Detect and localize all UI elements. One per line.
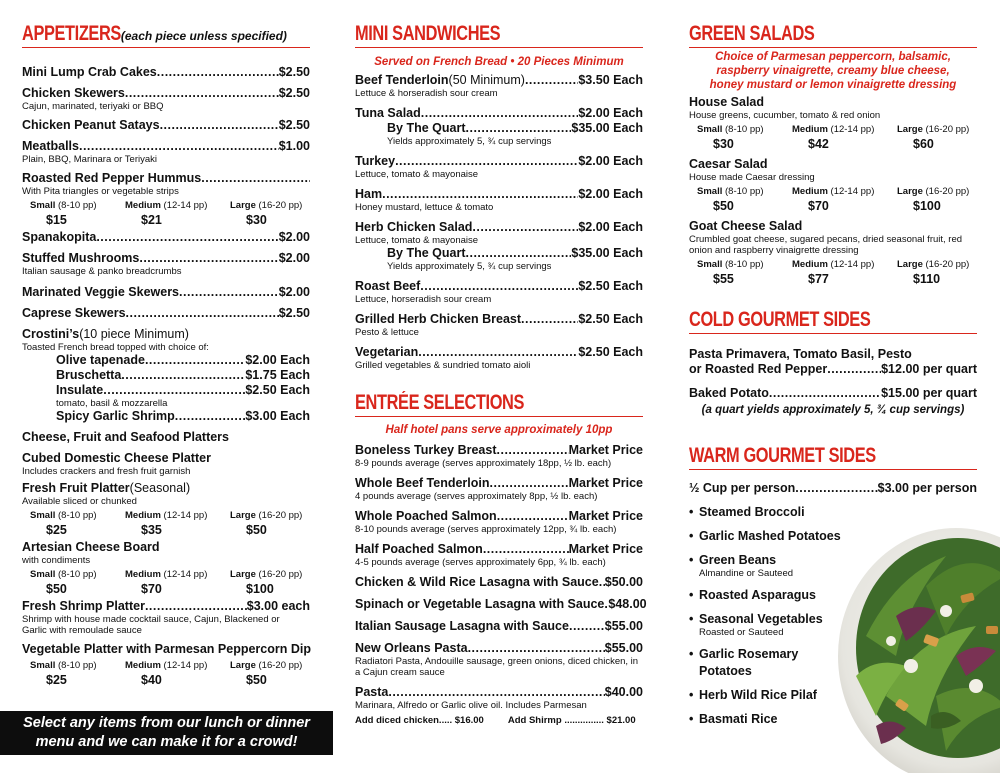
appetizers-header — [22, 22, 310, 48]
platters-heading: Cheese, Fruit and Seafood Platters — [22, 430, 229, 444]
menu-item: Fresh Shrimp Platter ..... $3.00 each — [22, 599, 310, 614]
salads-title: GREEN SALADS — [689, 22, 815, 45]
menu-item: Herb Chicken Salad ..... $2.00 Each — [355, 220, 643, 235]
appetizers-title: APPETIZERS — [22, 22, 121, 45]
menu-item: Goat Cheese Salad — [689, 219, 803, 234]
appetizer-list — [22, 65, 310, 687]
item-description: Toasted French bread topped with choice of: — [22, 342, 209, 353]
sandwich-list: Beef Tenderloin (50 Minimum) ..... $3.50 Each Lettuce & horseradish sour cream Tuna Salad ..... $2.00 Each By The Quart ..... $35.00 Each Yields approximately 5, ¾ cup servings Turkey ..... $2.00 Each Lettuce, tomato & mayonaise Ham ..... $2.00 Each Honey mustard, lettuce & tomato Herb Chicken Salad ..... $2.00 Each Lettuce, tomato & mayonaise By The Quart ..... $35.00 Each Yields approximately 5, ¾ cup servings Roast Beef ..... $2.50 Each Lettuce, horseradish sour cream Grilled Herb Chicken Breast ..... $2.50 Each Pesto & lettuce Vegetarian ..... $2.50 Each Grilled vegetables & sundried tomato aioli — [355, 73, 643, 371]
salads-header — [689, 22, 977, 48]
menu-item: Marinated Veggie Skewers ..... $2.00 — [22, 285, 310, 300]
size-pricing: Small (8-10 pp) Medium (12-14 pp) Large (16-20 pp) $25 $35 $50 — [30, 510, 303, 537]
menu-item: Spanakopita ..... $2.00 — [22, 230, 310, 245]
menu-item: Caesar Salad — [689, 157, 768, 172]
entree-note: Half hotel pans serve approximately 10pp — [385, 423, 613, 436]
menu-item: ½ Cup per person ..... $3.00 per person — [689, 481, 977, 496]
menu-item: House Salad — [689, 95, 765, 110]
menu-item: Caprese Skewers ..... $2.50 — [22, 306, 310, 321]
menu-item: Cubed Domestic Cheese Platter — [22, 451, 211, 465]
item-description: Available sliced or chunked — [22, 496, 137, 507]
item-description: With Pita triangles or vegetable strips — [22, 186, 179, 197]
item-description: with condiments — [22, 555, 91, 566]
menu-item: Vegetarian ..... $2.50 Each — [355, 345, 643, 360]
menu-item: Roast Beef ..... $2.50 Each — [355, 279, 643, 294]
side-item: • Seasonal Vegetables — [689, 612, 823, 627]
quart-option: By The Quart ..... $35.00 Each — [387, 121, 643, 136]
add-shrimp: Add Shirmp ............... $21.00 — [507, 714, 636, 726]
quart-note: (a quart yields approximately 5, ¾ cup servings) — [701, 404, 965, 417]
menu-item: Whole Poached Salmon ..... Market Price — [355, 509, 643, 524]
sandwiches-entree-column — [355, 0, 647, 726]
menu-item: or Roasted Red Pepper ..... $12.00 per quart — [689, 362, 977, 377]
promo-banner — [0, 711, 333, 755]
side-item: • Herb Wild Rice Pilaf — [689, 688, 817, 703]
banner-line-2: menu and we can make it for a crowd! — [35, 734, 298, 750]
entree-title: ENTRÉE SELECTIONS — [355, 390, 525, 414]
cold-sides-header — [689, 308, 977, 334]
menu-item: Spinach or Vegetable Lasagna with Sauce ..... $48.00 — [355, 597, 643, 612]
sandwiches-note: Served on French Bread • 20 Pieces Minimum — [374, 56, 624, 68]
pasta-addons — [355, 715, 643, 726]
cold-sides-title: COLD GOURMET SIDES — [689, 308, 871, 332]
salads-note: Choice of Parmesan peppercorn, balsamic, raspberry vinaigrette, creamy blue cheese, honey mustard or lemon vinaigrette dressing — [709, 51, 957, 91]
menu-item: Half Poached Salmon ..... Market Price — [355, 542, 643, 557]
salad-list: House Salad House greens, cucumber, tomato & red onion Small (8-10 pp) Medium (12-14 pp) Large (16-20 pp) $30 $42 $60 Caesar Salad House made Caesar dressing Small (8-10 pp) Medium (12-14 pp) Large (16-20 pp) $50 $70 $100 Goat Cheese Salad Crumbled goat cheese, sugared pecans, dried seasonal fruit, red onion and raspberry vinaigrette dressing Small (8-10 pp) Medium (12-14 pp) Large (16-20 pp) $55 $77 $110 — [689, 95, 977, 286]
side-item: • Green Beans — [689, 553, 777, 568]
menu-item: Grilled Herb Chicken Breast ..... $2.50 Each — [355, 312, 643, 327]
quart-option: By The Quart ..... $35.00 Each — [387, 246, 643, 261]
menu-item: Turkey ..... $2.00 Each — [355, 154, 643, 169]
side-item: • Garlic Rosemary — [689, 647, 799, 662]
menu-item: Boneless Turkey Breast ..... Market Price — [355, 443, 643, 458]
menu-item: Ham ..... $2.00 Each — [355, 187, 643, 202]
item-description: Cajun, marinated, teriyaki or BBQ — [22, 101, 164, 112]
entree-header — [355, 391, 643, 417]
menu-item: Vegetable Platter with Parmesan Peppercorn Dip — [22, 642, 311, 656]
menu-item: Crostini’s (10 piece Minimum) — [22, 327, 189, 341]
menu-item: Meatballs ..... $1.00 — [22, 139, 310, 154]
menu-item: Stuffed Mushrooms ..... $2.00 — [22, 251, 310, 266]
side-item: • Basmati Rice — [689, 712, 778, 727]
size-pricing: Small (8-10 pp) Medium (12-14 pp) Large (16-20 pp) $25 $40 $50 — [30, 660, 303, 687]
menu-item: Pasta ..... $40.00 — [355, 685, 643, 700]
size-pricing: Small (8-10 pp) Medium (12-14 pp) Large (16-20 pp) $50 $70 $100 — [30, 569, 303, 596]
cold-sides-list: Pasta Primavera, Tomato Basil, Pesto or Roasted Red Pepper ..... $12.00 per quart Baked Potato ..... $15.00 per quart (a quart yields approximately 5, ¾ cup servings) — [689, 347, 977, 416]
size-pricing: Small (8-10 pp) Medium (12-14 pp) Large (16-20 pp) $50 $70 $100 — [697, 186, 970, 214]
sandwiches-title: MINI SANDWICHES — [355, 22, 501, 45]
menu-item: Tuna Salad ..... $2.00 Each — [355, 106, 643, 121]
menu-item: Whole Beef Tenderloin ..... Market Price — [355, 476, 643, 491]
warm-sides-header — [689, 444, 977, 470]
salad-bowl-image — [836, 516, 1000, 773]
menu-item: Chicken Peanut Satays ..... $2.50 — [22, 118, 310, 133]
side-item: • Garlic Mashed Potatoes — [689, 529, 841, 544]
menu-item: Beef Tenderloin (50 Minimum) ..... $3.50 Each — [355, 73, 643, 88]
item-description: Shrimp with house made cocktail sauce, Cajun, Blackened or Garlic with remoulade sauce — [22, 614, 280, 636]
warm-sides-title: WARM GOURMET SIDES — [689, 444, 876, 468]
appetizers-note: (each piece unless specified) — [120, 29, 287, 43]
size-pricing: Small (8-10 pp) Medium (12-14 pp) Large (16-20 pp) $30 $42 $60 — [697, 124, 970, 152]
banner-line-1: Select any items from our lunch or dinner — [23, 715, 310, 731]
crostini-options: Olive tapenade ..... $2.00 Each Bruschetta ..... $1.75 Each Insulate ..... $2.50 Each tomato, basil & mozzarella Spicy Garlic Shrimp ..... $3.00 Each — [22, 353, 310, 424]
menu-item: Chicken & Wild Rice Lasagna with Sauce ..... $50.00 — [355, 575, 643, 590]
add-chicken: Add diced chicken..... $16.00 — [355, 714, 484, 726]
menu-item: Fresh Fruit Platter (Seasonal) — [22, 481, 191, 495]
entree-list: Boneless Turkey Breast ..... Market Price 8-9 pounds average (serves approximately 18pp, ½ lb. each) Whole Beef Tenderloin ..... Market Price 4 pounds average (serves approximately 8pp, ½ lb. each) Whole Poached Salmon ..... Market Price 8-10 pounds average (serves approximately 12pp, ¾ lb. each) Half Poached Salmon ..... Market Price 4-5 pounds average (serves approximately 6pp, ¾ lb. each) Chicken & Wild Rice Lasagna with Sauce ..... $50.00 Spinach or Vegetable Lasagna with Sauce ..... $48.00 Italian Sausage Lasagna with Sauce ..... $55.00 New Orleans Pasta ..... $55.00 Radiatori Pasta, Andouille sausage, green onions, diced chicken, in a Cajun cream sauce Pasta ..... $40.00 Marinara, Alfredo or Garlic olive oil. Includes Parmesan Add diced chicken..... $16.00 Add Shirmp ............... $21.00 — [355, 443, 643, 726]
menu-item: Chicken Skewers ..... $2.50 — [22, 86, 310, 101]
sandwiches-header — [355, 22, 643, 48]
item-description: Includes crackers and fresh fruit garnish — [22, 466, 191, 477]
size-pricing: Small (8-10 pp) Medium (12-14 pp) Large (16-20 pp) $15 $21 $30 — [30, 200, 303, 227]
item-description: Plain, BBQ, Marinara or Teriyaki — [22, 154, 157, 165]
warm-sides-list: ½ Cup per person ..... $3.00 per person • Steamed Broccoli • Garlic Mashed Potatoes • Green Beans Almandine or Sauteed • Roasted Asparagus • Seasonal Vegetables Roasted or Sauteed • Garlic Rosemary Potatoes • Herb Wild Rice Pilaf • Basmati Rice — [689, 481, 977, 727]
appetizers-column — [22, 0, 310, 687]
menu-item: Baked Potato ..... $15.00 per quart — [689, 386, 977, 401]
menu-item: Italian Sausage Lasagna with Sauce ..... $55.00 — [355, 619, 643, 634]
menu-item: Mini Lump Crab Cakes ..... $2.50 — [22, 65, 310, 80]
menu-item: New Orleans Pasta ..... $55.00 — [355, 641, 643, 656]
menu-item: Roasted Red Pepper Hummus ..... — [22, 171, 310, 186]
size-pricing: Small (8-10 pp) Medium (12-14 pp) Large (16-20 pp) $55 $77 $110 — [697, 259, 970, 287]
menu-item: Artesian Cheese Board — [22, 540, 160, 554]
item-description: Italian sausage & panko breadcrumbs — [22, 266, 182, 277]
side-item: • Steamed Broccoli — [689, 505, 805, 520]
side-item: • Roasted Asparagus — [689, 588, 816, 603]
